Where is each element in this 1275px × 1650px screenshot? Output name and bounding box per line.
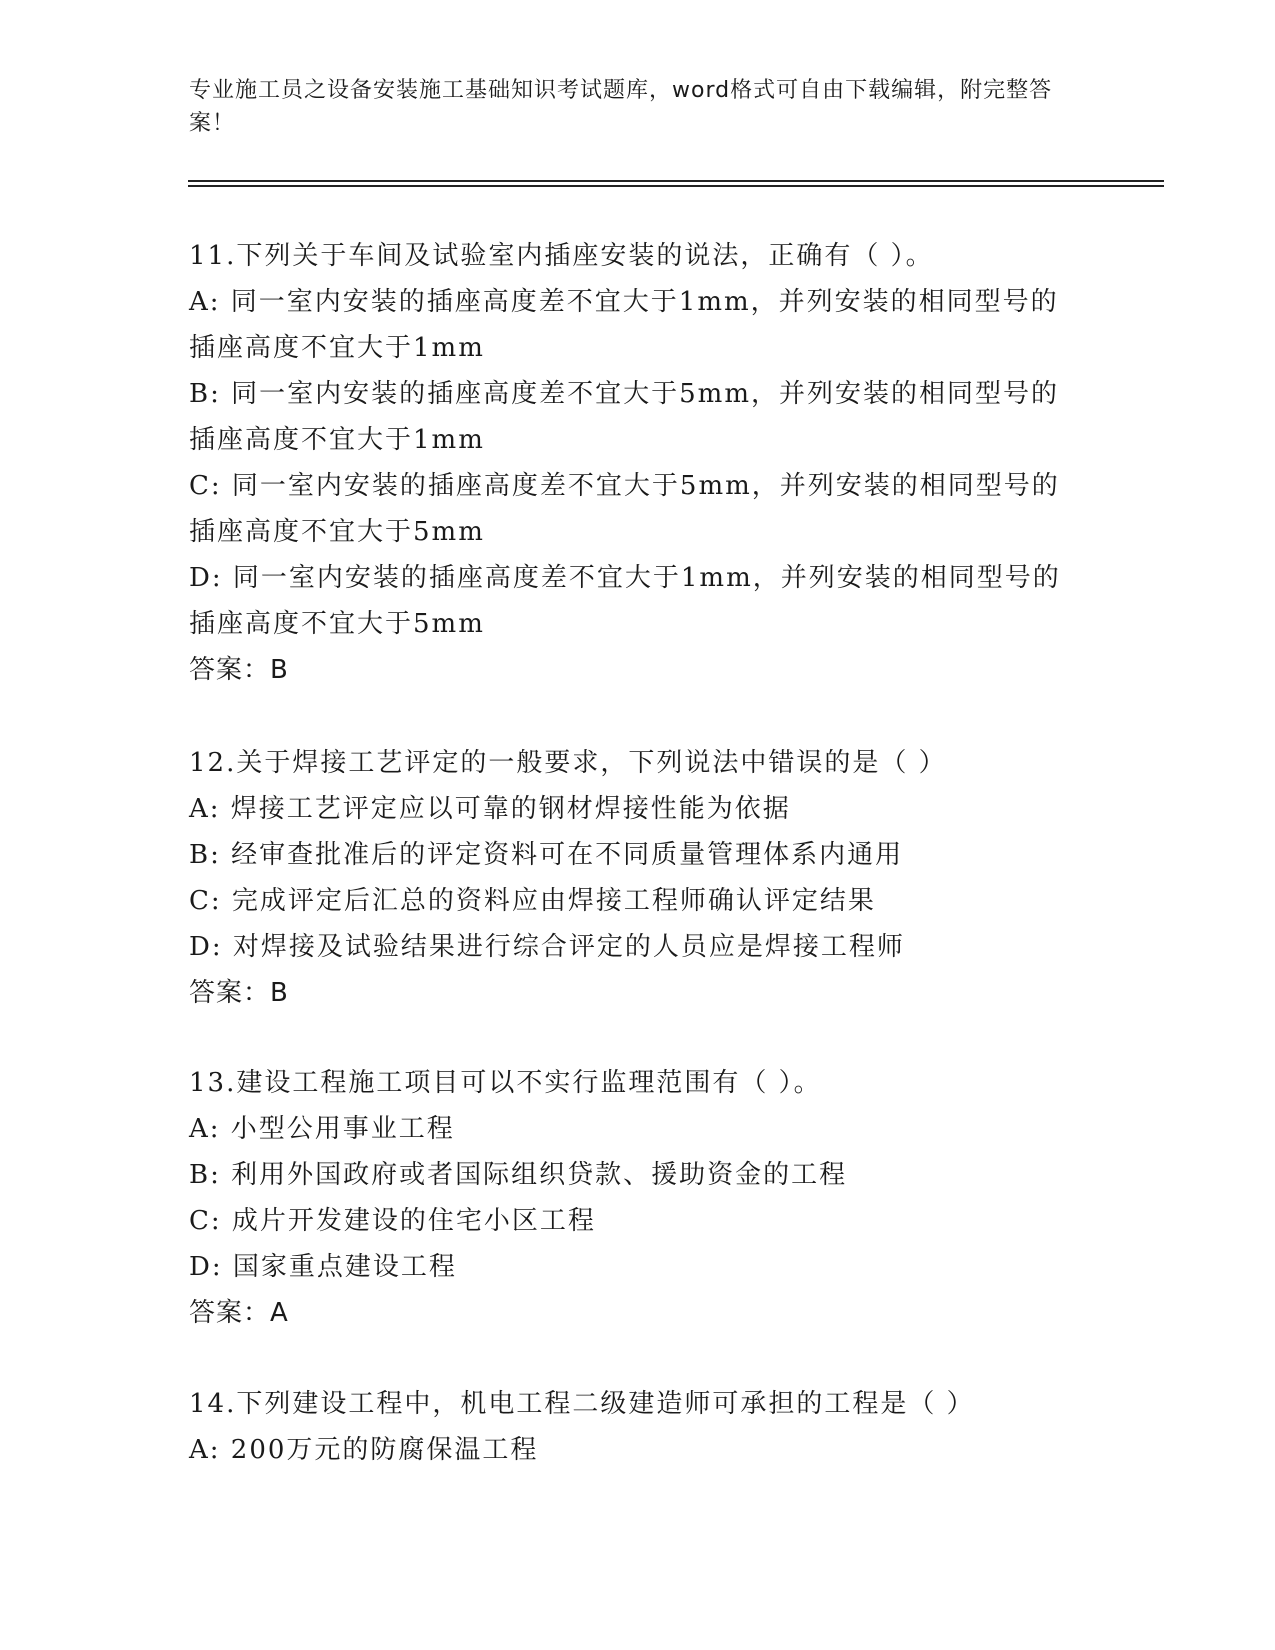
question-stem: 13.建设工程施工项目可以不实行监理范围有（ ）。	[189, 1068, 822, 1098]
option-b: B: 经审查批准后的评定资料可在不同质量管理体系内通用	[189, 840, 904, 870]
question-stem: 14.下列建设工程中，机电工程二级建造师可承担的工程是（ ）	[189, 1389, 975, 1419]
answer: 答案：B	[189, 655, 289, 685]
option-c: C: 成片开发建设的住宅小区工程	[189, 1206, 596, 1236]
answer: 答案：A	[189, 1298, 289, 1328]
question-12	[189, 740, 1089, 1016]
option-b-line-2: 插座高度不宜大于1mm	[189, 425, 485, 455]
option-a-line-2: 插座高度不宜大于1mm	[189, 333, 485, 363]
option-a: A: 焊接工艺评定应以可靠的钢材焊接性能为依据	[189, 794, 791, 824]
question-14	[189, 1381, 1089, 1473]
question-11	[189, 233, 1089, 693]
option-c-line-1: C: 同一室内安装的插座高度差不宜大于5mm，并列安装的相同型号的	[189, 471, 1060, 501]
option-b-line-1: B: 同一室内安装的插座高度差不宜大于5mm，并列安装的相同型号的	[189, 379, 1059, 409]
option-c: C: 完成评定后汇总的资料应由焊接工程师确认评定结果	[189, 886, 876, 916]
option-a-line-1: A: 同一室内安装的插座高度差不宜大于1mm，并列安装的相同型号的	[189, 287, 1059, 317]
option-d-line-2: 插座高度不宜大于5mm	[189, 609, 485, 639]
option-d-line-1: D: 同一室内安装的插座高度差不宜大于1mm，并列安装的相同型号的	[189, 563, 1061, 593]
option-c-line-2: 插座高度不宜大于5mm	[189, 517, 485, 547]
header-rule-top	[188, 180, 1164, 182]
option-a: A: 200万元的防腐保温工程	[189, 1435, 539, 1465]
answer: 答案：B	[189, 978, 289, 1008]
option-d: D: 对焊接及试验结果进行综合评定的人员应是焊接工程师	[189, 932, 905, 962]
option-d: D: 国家重点建设工程	[189, 1252, 457, 1282]
question-13	[189, 1060, 1089, 1336]
header-rule-bottom	[188, 185, 1164, 187]
option-a: A: 小型公用事业工程	[189, 1114, 455, 1144]
option-b: B: 利用外国政府或者国际组织贷款、援助资金的工程	[189, 1160, 848, 1190]
question-stem: 11.下列关于车间及试验室内插座安装的说法，正确有（ ）。	[189, 241, 934, 271]
question-stem: 12.关于焊接工艺评定的一般要求，下列说法中错误的是（ ）	[189, 748, 947, 778]
document-header: 专业施工员之设备安装施工基础知识考试题库，word格式可自由下载编辑，附完整答案！	[189, 78, 1053, 136]
